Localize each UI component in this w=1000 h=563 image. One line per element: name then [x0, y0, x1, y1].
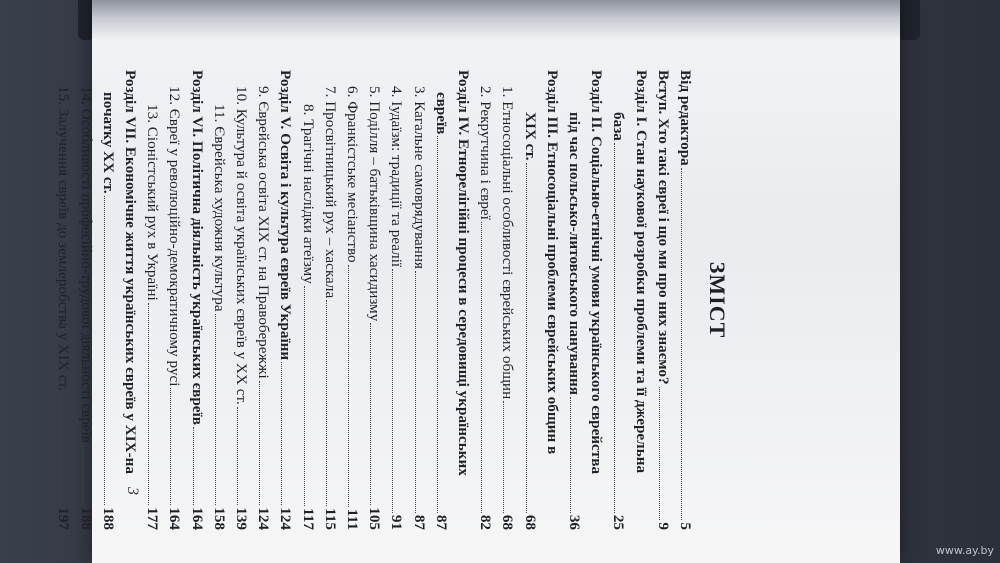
toc-entry-page: 124 [277, 507, 295, 530]
toc-entry-page: 82 [477, 514, 495, 530]
toc-entry [607, 70, 629, 530]
toc-entry-page: 87 [432, 514, 450, 530]
toc-entry-label: 10. Культура й освіта українських євреїв у ХХ ст. [232, 86, 250, 405]
binding-shadow [92, 0, 900, 40]
toc-entry-label: 9. Єврейська освіта ХІХ ст. на Правобережжі [255, 86, 273, 379]
toc-entry-page: 164 [188, 507, 206, 530]
toc-entry-page: 9 [654, 522, 672, 530]
table-of-contents [55, 70, 730, 530]
toc-leader-dots [215, 314, 216, 506]
toc-entry [430, 70, 452, 530]
toc-leader-dots [570, 397, 571, 513]
toc-entry-label: Розділ V. Освіта і культура євреїв України [277, 70, 295, 361]
toc-entry-page: 111 [343, 508, 361, 530]
toc-entry-label: під час польсько-литовського панування [565, 112, 583, 395]
toc-entry-label: Розділ IV. Етнорелігійні процеси в середовищі українських [454, 70, 472, 476]
toc-entry-label: Розділ VII. Економічне життя українських євреїв у ХІХ-на [121, 70, 139, 474]
toc-entry [52, 70, 74, 530]
toc-entry-label: 3. Кагальне самоврядування [410, 86, 428, 270]
toc-entry [385, 70, 407, 530]
book-cover-edge-right [898, 0, 920, 40]
toc-entry-page: 188 [77, 507, 95, 530]
toc-entry [518, 70, 540, 530]
toc-leader-dots [481, 222, 482, 513]
toc-entry [674, 70, 696, 530]
toc-leader-dots [59, 393, 60, 505]
toc-entry-label: 15. Залучення євреїв до землеробства у ХІХ ст. [55, 86, 73, 391]
toc-entry [163, 70, 185, 530]
toc-leader-dots [237, 407, 238, 505]
toc-entry [563, 70, 585, 530]
toc-entry-label: база [610, 112, 628, 141]
toc-entry-label: ХІХ ст. [521, 112, 539, 161]
toc-leader-dots [281, 362, 282, 505]
toc-entry-label: Від редактора [677, 70, 694, 166]
toc-leader-dots [82, 445, 83, 505]
toc-entry-label: Вступ. Хто такі євреї і що ми про них знаємо? [654, 70, 672, 385]
toc-entry [274, 70, 296, 530]
toc-entry-page: 91 [388, 514, 406, 530]
toc-entry-page: 124 [255, 507, 273, 530]
toc-entry-page: 87 [410, 514, 428, 530]
toc-leader-dots [415, 271, 416, 513]
toc-heading: ЗМІСТ [705, 261, 730, 339]
toc-entry-label: 8. Трагічні наслідки атеїзму [299, 104, 317, 284]
toc-entry [252, 70, 274, 530]
toc-entry-label: 5. Поділля – батьківщина хасидизму [366, 86, 384, 322]
toc-leader-dots [503, 401, 504, 513]
toc-entry-label: 13. Сіоністський рух в Україні [144, 104, 162, 301]
toc-entry [585, 70, 607, 530]
toc-entry-label: 11. Єврейська художня культура [210, 104, 228, 312]
toc-leader-dots [193, 427, 194, 505]
toc-entry-label: Розділ І. Стан наукової розробки проблеми та її джерельна [632, 70, 650, 474]
toc-entry-label: 14. Особливості професійно-трудової діяльності євреїв [77, 86, 95, 443]
toc-leader-dots [437, 136, 438, 512]
toc-leader-dots [348, 265, 349, 507]
toc-entry-page: 117 [299, 508, 317, 530]
toc-entry-label: 12. Євреї у революційно-демократичному русі [166, 86, 184, 387]
toc-entry-page: 68 [499, 514, 517, 530]
toc-entry-page: 5 [677, 522, 694, 530]
toc-entry-label: Розділ VI. Політична діяльність українських євреїв [188, 70, 206, 425]
toc-entry-page: 197 [55, 507, 73, 530]
toc-leader-dots [614, 143, 615, 513]
toc-leader-dots [304, 286, 305, 506]
toc-entry-label: початку ХХ ст. [99, 92, 117, 194]
toc-entry-page: 105 [366, 507, 384, 530]
toc-leader-dots [104, 196, 105, 506]
toc-entry [363, 70, 385, 530]
toc-entry-label: Розділ ІІ. Соціально-етнічні умови українського єврейства [588, 70, 606, 475]
toc-entry [652, 70, 674, 530]
toc-entry-label: 2. Рекрутчина і євреї [477, 86, 495, 220]
toc-list [52, 70, 696, 530]
toc-entry [208, 70, 230, 530]
toc-entry-label: Розділ ІІІ. Етносоціальні проблеми єврейських общин в [543, 70, 561, 455]
toc-entry [119, 70, 141, 530]
toc-leader-dots [370, 323, 371, 505]
toc-entry-label: 7. Просвітницький рух – хаскала [321, 86, 339, 299]
toc-entry [230, 70, 252, 530]
toc-entry [74, 70, 96, 530]
toc-entry [407, 70, 429, 530]
toc-entry [452, 70, 474, 530]
toc-entry [474, 70, 496, 530]
toc-entry [141, 70, 163, 530]
toc-entry-page: 36 [565, 514, 583, 530]
toc-entry [341, 70, 363, 530]
toc-entry [319, 70, 341, 530]
toc-leader-dots [170, 388, 171, 505]
page-number: 3 [124, 487, 141, 495]
toc-entry-page: 115 [321, 508, 339, 530]
toc-entry-page: 188 [99, 507, 117, 530]
toc-entry-page: 139 [232, 507, 250, 530]
toc-entry-page: 68 [521, 514, 539, 530]
toc-leader-dots [659, 387, 660, 521]
toc-entry-page: 25 [610, 514, 628, 530]
toc-entry [97, 70, 119, 530]
toc-leader-dots [526, 163, 527, 513]
toc-entry [296, 70, 318, 530]
toc-leader-dots [148, 303, 149, 505]
toc-entry-page: 177 [144, 507, 162, 530]
toc-entry [541, 70, 563, 530]
toc-leader-dots [259, 381, 260, 505]
toc-entry [185, 70, 207, 530]
toc-entry-page: 164 [166, 507, 184, 530]
toc-leader-dots [326, 300, 327, 506]
toc-entry-label: 1. Етносоціальні особливості єврейських общин [499, 86, 517, 400]
watermark: www.ay.by [935, 544, 994, 557]
toc-leader-dots [681, 168, 682, 521]
toc-entry [496, 70, 518, 530]
toc-leader-dots [392, 269, 393, 513]
toc-entry-label: 6. Франкістське месіанство [343, 86, 361, 263]
toc-entry-label: євреїв [432, 92, 450, 135]
toc-entry-label: 4. Іудаїзм: традиції та реалії [388, 86, 406, 268]
toc-entry-page: 158 [210, 507, 228, 530]
toc-entry [629, 70, 651, 530]
